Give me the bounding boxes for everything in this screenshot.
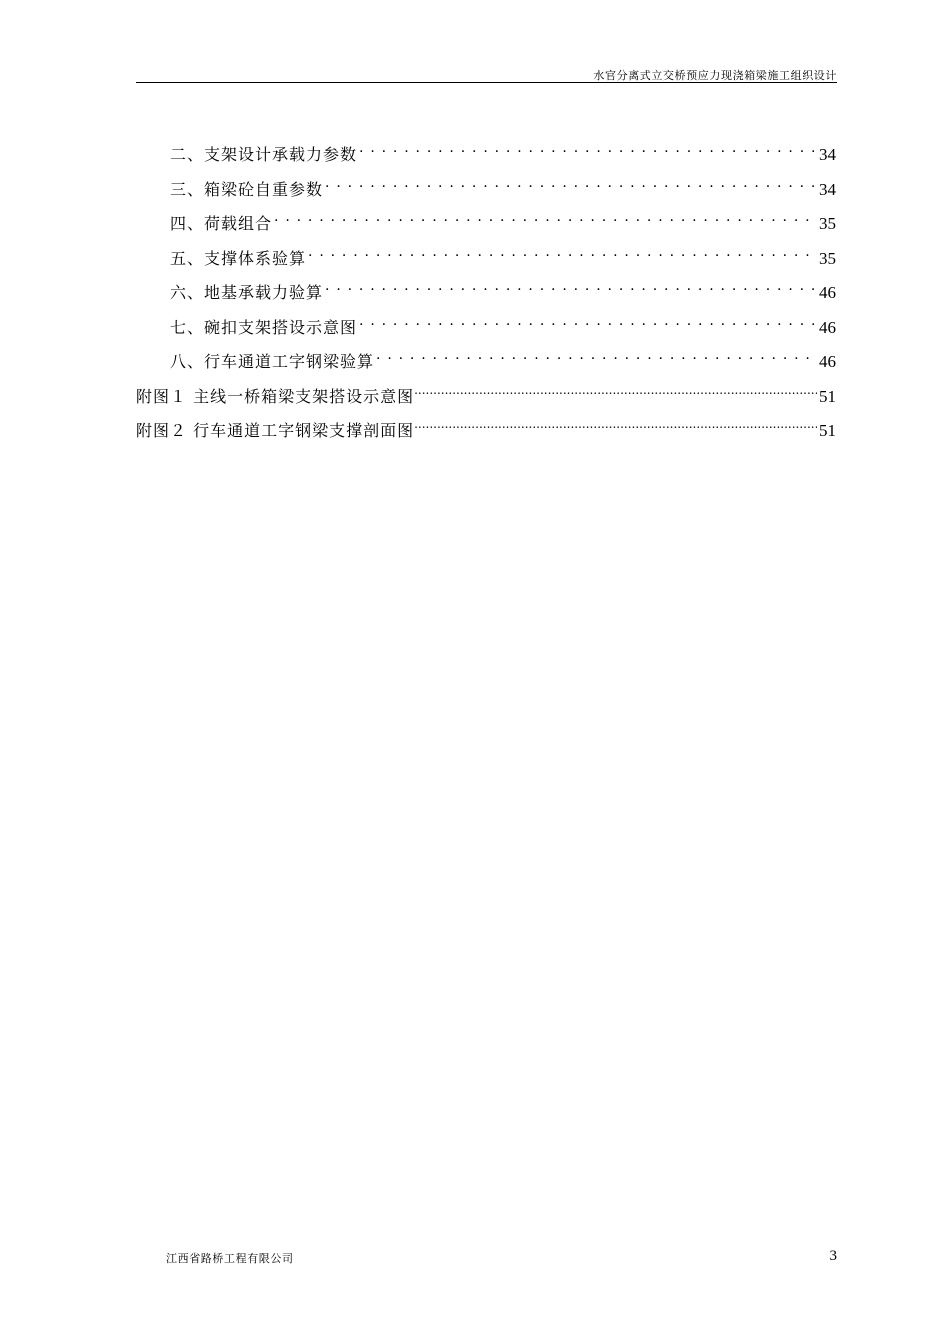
- toc-entry-label: 附图１ 主线一桥箱梁支架搭设示意图: [136, 386, 415, 406]
- toc-dot-leader: [325, 274, 815, 298]
- toc-dot-leader: [325, 171, 815, 195]
- toc-dot-leader: [359, 136, 815, 160]
- toc-entry-page: 51: [819, 421, 836, 440]
- toc-dot-leader: [376, 343, 815, 367]
- toc-entry[interactable]: [136, 309, 836, 344]
- toc-entry-page: 34: [819, 145, 836, 164]
- toc-entry-page: 34: [819, 179, 836, 199]
- toc-entry-label: 四、荷载组合: [170, 214, 273, 233]
- toc-dot-leader: [414, 412, 817, 436]
- toc-entry-page: 46: [819, 317, 836, 337]
- toc-dot-leader: [308, 240, 815, 264]
- footer-page-number: 3: [829, 1248, 837, 1264]
- header-title: 水官分离式立交桥预应力现浇箱梁施工组织设计: [593, 69, 837, 82]
- toc-entry-label: 八、行车通道工字钢梁验算: [170, 352, 375, 371]
- toc-entry[interactable]: [136, 412, 836, 447]
- toc-entry-page: 46: [819, 283, 836, 302]
- toc-entry[interactable]: [136, 136, 836, 171]
- toc-entry-label: 五、支撑体系验算: [170, 248, 307, 268]
- toc-entry-page: 35: [819, 248, 836, 268]
- toc-entry-label: 六、地基承载力验算: [170, 283, 324, 302]
- toc-entry-page: 35: [819, 214, 836, 233]
- page-header: [136, 64, 837, 83]
- toc-dot-leader: [359, 309, 815, 333]
- toc-entry-page: 46: [819, 352, 836, 371]
- toc-entry-label: 七、碗扣支架搭设示意图: [170, 317, 358, 337]
- toc-entry[interactable]: [136, 240, 836, 275]
- toc-dot-leader: [414, 378, 817, 402]
- footer-company-name: 江西省路桥工程有限公司: [166, 1252, 294, 1265]
- table-of-contents: [136, 136, 836, 447]
- toc-entry[interactable]: [136, 171, 836, 206]
- toc-entry-label: 二、支架设计承载力参数: [170, 145, 358, 164]
- toc-entry-label: 附图２ 行车通道工字钢梁支撑剖面图: [136, 421, 415, 440]
- toc-entry-page: 51: [819, 386, 836, 406]
- page-footer: [166, 1248, 837, 1268]
- toc-entry[interactable]: [136, 343, 836, 378]
- toc-entry-label: 三、箱梁砼自重参数: [170, 179, 324, 199]
- toc-entry[interactable]: [136, 205, 836, 240]
- toc-entry[interactable]: [136, 274, 836, 309]
- toc-dot-leader: [274, 205, 815, 229]
- toc-entry[interactable]: [136, 378, 836, 413]
